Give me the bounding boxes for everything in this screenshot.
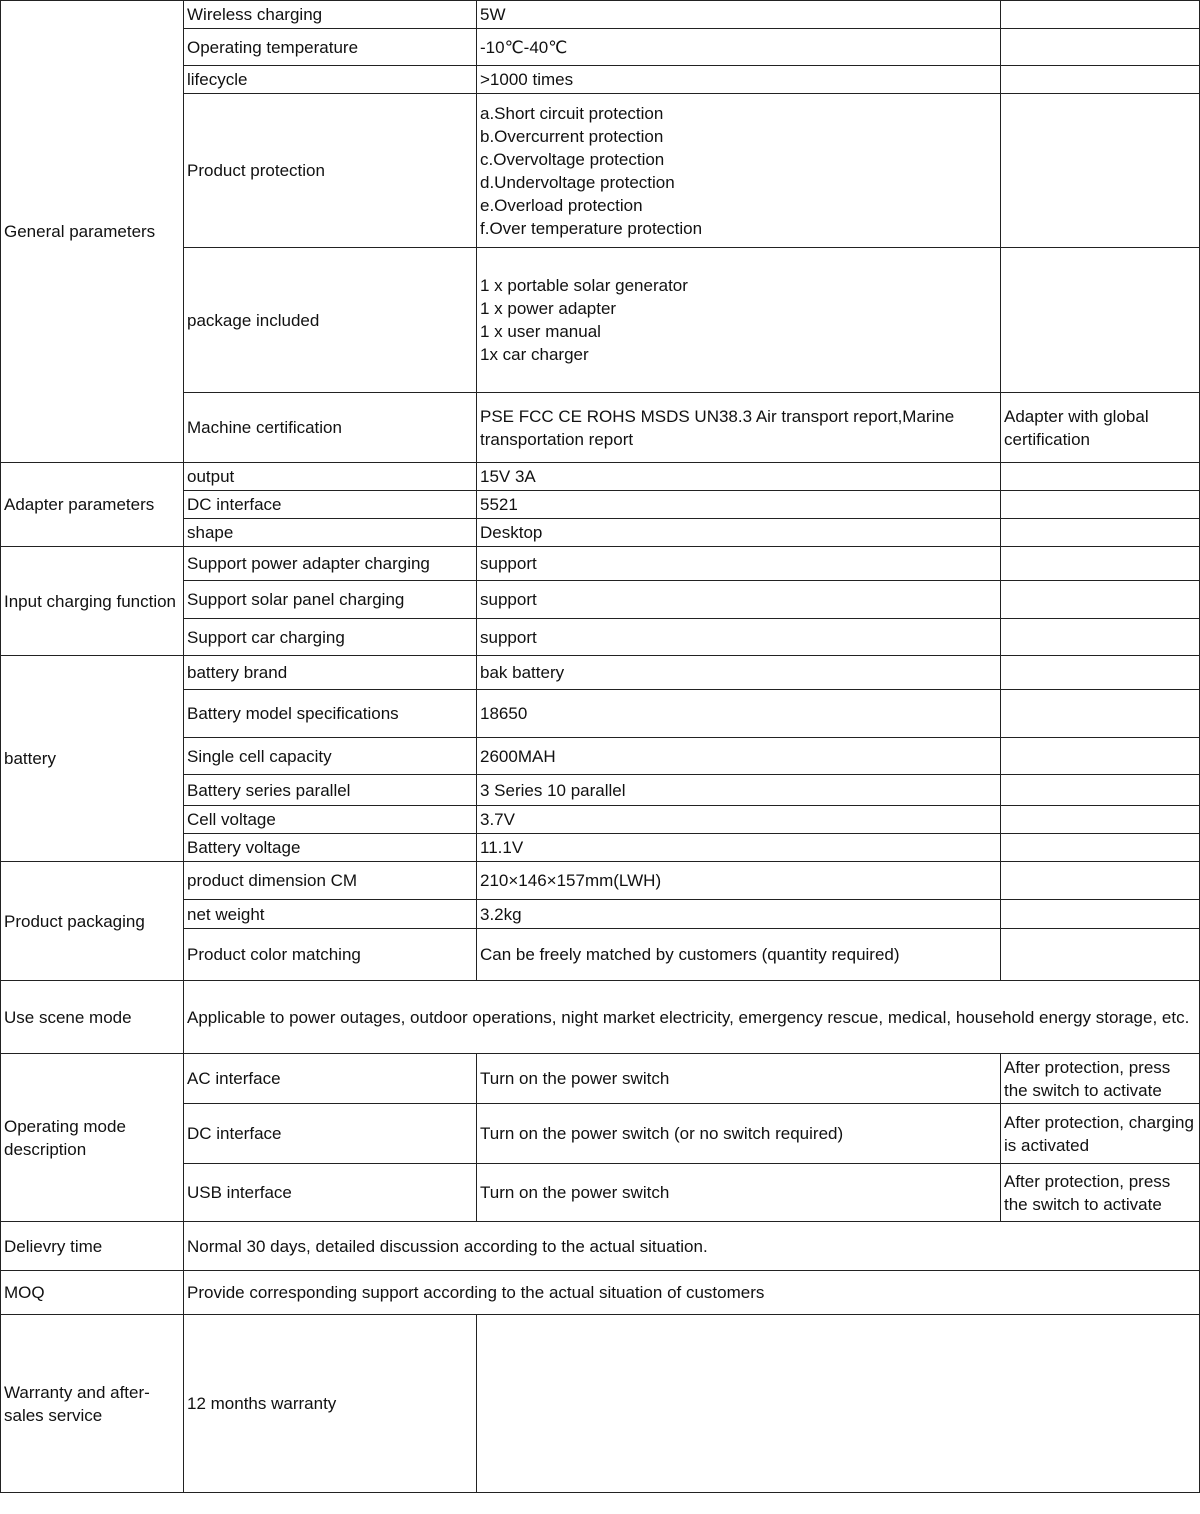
value-cell: support [477, 547, 1001, 581]
note-cell [1001, 248, 1200, 393]
note-cell: After protection, press the switch to activate [1001, 1164, 1200, 1222]
param-cell: package included [184, 248, 477, 393]
note-cell [1001, 900, 1200, 929]
value-cell: Turn on the power switch [477, 1164, 1001, 1222]
list-item: f.Over temperature protection [480, 218, 703, 238]
warranty-extra [477, 1315, 1200, 1493]
list-item: 1 x power adapter [480, 299, 617, 318]
value-cell: Desktop [477, 519, 1001, 547]
list-item: c.Overvoltage protection [480, 149, 665, 169]
use-scene-value: Applicable to power outages, outdoor operations, night market electricity, emergency rescue, medical, household energy storage, etc. [184, 981, 1200, 1054]
value-cell: 15V 3A [477, 463, 1001, 491]
table-row [1, 1, 1200, 29]
section-label-input-charging: Input charging function [1, 547, 184, 656]
param-cell: Battery model specifications [184, 690, 477, 738]
param-cell: Battery series parallel [184, 775, 477, 806]
value-cell: bak battery [477, 656, 1001, 690]
param-cell: DC interface [184, 491, 477, 519]
note-cell [1001, 491, 1200, 519]
param-cell: Cell voltage [184, 806, 477, 834]
value-cell: support [477, 581, 1001, 619]
param-cell: shape [184, 519, 477, 547]
param-cell: Machine certification [184, 393, 477, 463]
param-cell: lifecycle [184, 66, 477, 94]
list-item: 1 x portable solar generator [480, 276, 688, 295]
section-label-warranty: Warranty and after-sales service [1, 1315, 184, 1493]
list-item: 1x car charger [480, 345, 589, 364]
value-cell: 5W [477, 1, 1001, 29]
note-cell [1001, 656, 1200, 690]
section-label-moq: MOQ [1, 1271, 184, 1315]
warranty-value: 12 months warranty [184, 1315, 477, 1493]
value-cell: Turn on the power switch (or no switch required) [477, 1104, 1001, 1164]
value-cell: Can be freely matched by customers (quantity required) [477, 929, 1001, 981]
table-row [1, 981, 1200, 1054]
note-cell [1001, 834, 1200, 862]
param-cell: battery brand [184, 656, 477, 690]
param-cell: USB interface [184, 1164, 477, 1222]
note-cell: Adapter with global certification [1001, 393, 1200, 463]
param-cell: Wireless charging [184, 1, 477, 29]
value-cell: 3 Series 10 parallel [477, 775, 1001, 806]
value-cell: PSE FCC CE ROHS MSDS UN38.3 Air transport report,Marine transportation report [477, 393, 1001, 463]
value-cell: 18650 [477, 690, 1001, 738]
list-item: a.Short circuit protection [480, 103, 664, 123]
section-label-operating-mode: Operating mode description [1, 1054, 184, 1222]
table-row [1, 1271, 1200, 1315]
param-cell: Battery voltage [184, 834, 477, 862]
table-row [1, 862, 1200, 900]
value-cell: 5521 [477, 491, 1001, 519]
note-cell [1001, 94, 1200, 248]
param-cell: AC interface [184, 1054, 477, 1104]
section-label-use-scene: Use scene mode [1, 981, 184, 1054]
note-cell [1001, 547, 1200, 581]
note-cell [1001, 29, 1200, 66]
note-cell [1001, 806, 1200, 834]
note-cell [1001, 619, 1200, 656]
note-cell [1001, 66, 1200, 94]
param-cell: Support car charging [184, 619, 477, 656]
value-cell: 11.1V [477, 834, 1001, 862]
value-cell: support [477, 619, 1001, 656]
section-label-delivery: Delievry time [1, 1222, 184, 1271]
value-cell: 210×146×157mm(LWH) [477, 862, 1001, 900]
value-cell: Turn on the power switch [477, 1054, 1001, 1104]
note-cell: After protection, press the switch to activate [1001, 1054, 1200, 1104]
table-row [1, 656, 1200, 690]
value-cell: 2600MAH [477, 738, 1001, 775]
param-cell: Operating temperature [184, 29, 477, 66]
section-label-packaging: Product packaging [1, 862, 184, 981]
section-label-general: General parameters [1, 1, 184, 463]
table-row [1, 547, 1200, 581]
table-row [1, 1315, 1200, 1493]
param-cell: Product color matching [184, 929, 477, 981]
list-item: d.Undervoltage protection [480, 172, 675, 192]
param-cell: Support power adapter charging [184, 547, 477, 581]
note-cell [1001, 738, 1200, 775]
note-cell [1001, 519, 1200, 547]
table-row [1, 1054, 1200, 1104]
note-cell [1001, 463, 1200, 491]
section-label-battery: battery [1, 656, 184, 862]
section-label-adapter: Adapter parameters [1, 463, 184, 547]
moq-value: Provide corresponding support according to the actual situation of customers [184, 1271, 1200, 1315]
param-cell: Product protection [184, 94, 477, 248]
param-cell: product dimension CM [184, 862, 477, 900]
param-cell: net weight [184, 900, 477, 929]
param-cell: output [184, 463, 477, 491]
list-item: b.Overcurrent protection [480, 126, 664, 146]
table-row [1, 1222, 1200, 1271]
value-cell: -10℃-40℃ [477, 29, 1001, 66]
list-item: e.Overload protection [480, 195, 643, 215]
note-cell [1001, 929, 1200, 981]
package-list [477, 248, 1001, 393]
param-cell: Support solar panel charging [184, 581, 477, 619]
note-cell [1001, 862, 1200, 900]
note-cell [1001, 1, 1200, 29]
note-cell [1001, 775, 1200, 806]
param-cell: DC interface [184, 1104, 477, 1164]
table-row [1, 463, 1200, 491]
list-item: 1 x user manual [480, 322, 601, 341]
note-cell: After protection, charging is activated [1001, 1104, 1200, 1164]
delivery-value: Normal 30 days, detailed discussion according to the actual situation. [184, 1222, 1200, 1271]
protection-list [477, 94, 1001, 248]
param-cell: Single cell capacity [184, 738, 477, 775]
value-cell: 3.2kg [477, 900, 1001, 929]
note-cell [1001, 581, 1200, 619]
value-cell: >1000 times [477, 66, 1001, 94]
note-cell [1001, 690, 1200, 738]
value-cell: 3.7V [477, 806, 1001, 834]
